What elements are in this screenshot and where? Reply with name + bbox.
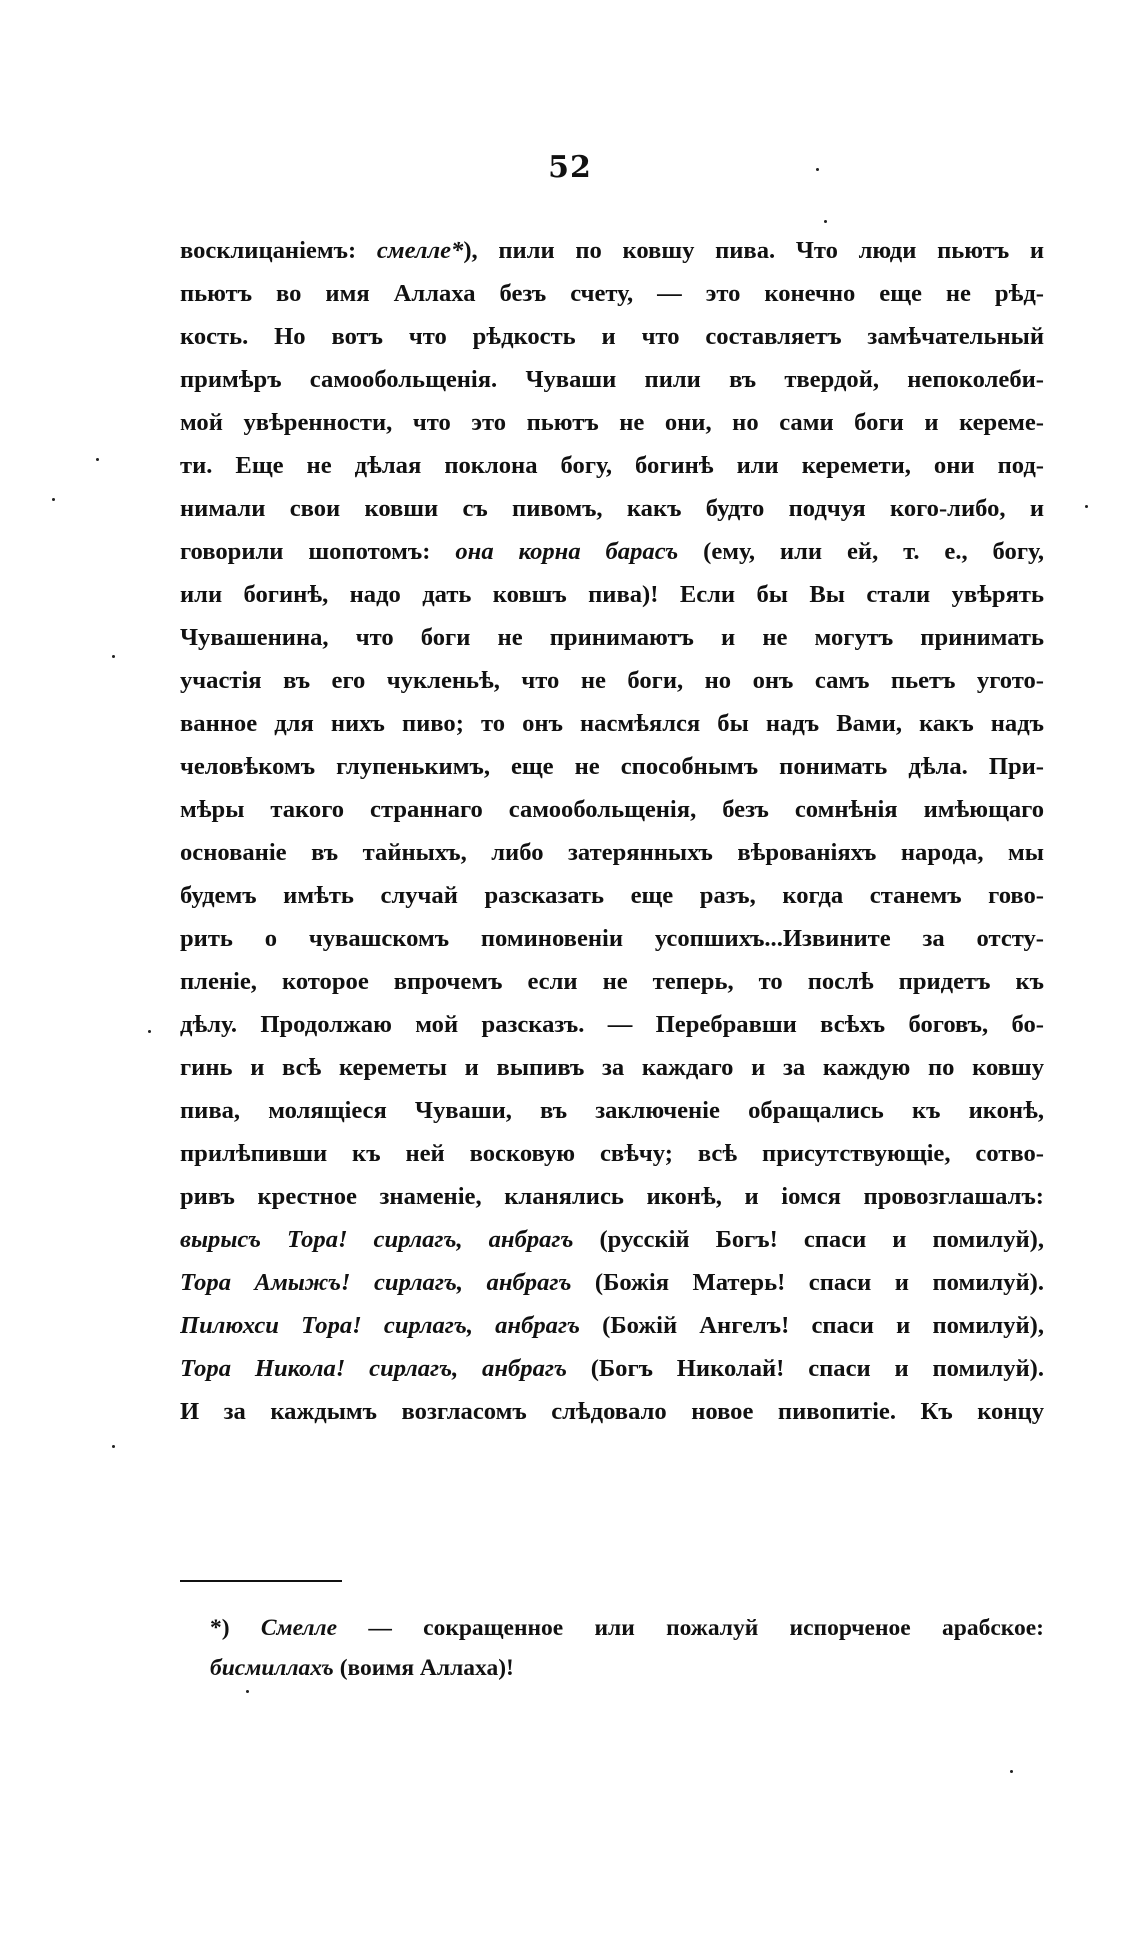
text-line (180, 1089, 1044, 1132)
text-line (180, 401, 1044, 444)
text-line (180, 573, 1044, 616)
scan-speck (96, 458, 99, 461)
line-text: или богинѣ, надо дать ковшъ пива)! Если бы Вы стали увѣрять (180, 581, 1044, 608)
line-text: прилѣпивши къ ней восковую свѣчу; всѣ присутствующіе, сотво- (180, 1140, 1044, 1167)
line-text: пленіе, которое впрочемъ если не теперь, то послѣ придетъ къ (180, 968, 1044, 995)
text-line (180, 831, 1044, 874)
text-line (180, 444, 1044, 487)
footnote-line (210, 1648, 1044, 1688)
line-text: нимали свои ковши съ пивомъ, какъ будто подчуя кого-либо, и (180, 495, 1044, 522)
line-text: ванное для нихъ пиво; то онъ насмѣялся бы надъ Вами, какъ надъ (180, 710, 1044, 737)
line-italic-text: Пилюхси Тора! сирлагъ, анбрагъ (180, 1312, 580, 1339)
line-text: пьютъ во имя Аллаха безъ счету, — это конечно еще не рѣд- (180, 280, 1044, 307)
footnote-text: — сокращенное или пожалуй испорченое арабское: (337, 1615, 1044, 1641)
line-text: человѣкомъ глупенькимъ, еще не способнымъ понимать дѣла. При- (180, 753, 1044, 780)
line-text: (ему, или ей, т. е., богу, (678, 538, 1044, 565)
line-text: (Божія Матерь! спаси и помилуй). (571, 1269, 1044, 1296)
text-line (180, 1261, 1044, 1304)
line-italic-text: она корна барасъ (455, 538, 679, 565)
line-text: (русскій Богъ! спаси и помилуй), (573, 1226, 1044, 1253)
line-text: будемъ имѣть случай разсказать еще разъ, когда станемъ гово- (180, 882, 1044, 909)
line-italic-text: Тора Амыжъ! сирлагъ, анбрагъ (180, 1269, 572, 1296)
footnote-term: бисмиллахъ (210, 1655, 334, 1681)
text-line (180, 1046, 1044, 1089)
text-line (180, 358, 1044, 401)
text-line (180, 917, 1044, 960)
line-italic-text: смелле* (376, 237, 464, 264)
footnote-divider (180, 1580, 342, 1582)
footnote-line (210, 1608, 1044, 1648)
text-line (180, 487, 1044, 530)
text-line (180, 1347, 1044, 1390)
scan-speck (1085, 505, 1088, 508)
text-line (180, 960, 1044, 1003)
line-text: кость. Но вотъ что рѣдкость и что составляетъ замѣчательный (180, 323, 1044, 350)
line-text: (Божій Ангелъ! спаси и помилуй), (579, 1312, 1044, 1339)
line-text: рить о чувашскомъ поминовеніи усопшихъ...Извините за отсту- (180, 925, 1044, 952)
line-text: ти. Еще не дѣлая поклона богу, богинѣ или керемети, они под- (180, 452, 1044, 479)
footnote (210, 1608, 1044, 1688)
line-text: ривъ крестное знаменіе, кланялись иконѣ, и іомся провозглашалъ: (180, 1183, 1044, 1210)
footnote-marker: *) (210, 1615, 261, 1641)
line-text: восклицаніемъ: (180, 237, 377, 264)
text-line (180, 745, 1044, 788)
body-text (180, 229, 1044, 1433)
text-line (180, 659, 1044, 702)
text-line (180, 788, 1044, 831)
text-line (180, 229, 1044, 272)
line-text: Чувашенина, что боги не принимаютъ и не могутъ принимать (180, 624, 1044, 651)
text-line (180, 874, 1044, 917)
text-line (180, 1390, 1044, 1433)
scan-speck (148, 1030, 151, 1033)
text-line (180, 1304, 1044, 1347)
scan-speck (112, 1445, 115, 1448)
text-line (180, 1218, 1044, 1261)
page-number: 52 (548, 150, 592, 185)
footnote-term: Смелле (260, 1615, 338, 1641)
line-text: пива, молящіеся Чуваши, въ заключеніе обращались къ иконѣ, (180, 1097, 1044, 1124)
text-line (180, 530, 1044, 573)
scan-speck (1010, 1770, 1013, 1773)
line-text: (Богъ Николай! спаси и помилуй). (566, 1355, 1044, 1382)
text-line (180, 272, 1044, 315)
text-line (180, 616, 1044, 659)
line-text: участія въ его чукленьѣ, что не боги, но онъ самъ пьетъ угото- (180, 667, 1044, 694)
line-italic-text: Тора Никола! сирлагъ, анбрагъ (180, 1355, 567, 1382)
text-line (180, 1003, 1044, 1046)
line-text: гинь и всѣ кереметы и выпивъ за каждаго и за каждую по ковшу (180, 1054, 1044, 1081)
text-line (180, 1132, 1044, 1175)
scan-speck (246, 1690, 249, 1693)
text-line (180, 702, 1044, 745)
scan-speck (816, 168, 819, 171)
text-line (180, 315, 1044, 358)
line-text: дѣлу. Продолжаю мой разсказъ. — Перебравши всѣхъ боговъ, бо- (180, 1011, 1044, 1038)
footnote-text: (воимя Аллаха)! (333, 1655, 514, 1681)
line-italic-text: вырысъ Тора! сирлагъ, анбрагъ (180, 1226, 574, 1253)
line-text: ), пили по ковшу пива. Что люди пьютъ и (463, 237, 1044, 264)
scan-speck (52, 498, 55, 501)
scan-speck (112, 655, 115, 658)
line-text: примѣръ самообольщенія. Чуваши пили въ твердой, непоколеби- (180, 366, 1044, 393)
text-line (180, 1175, 1044, 1218)
line-text: мѣры такого страннаго самообольщенія, безъ сомнѣнія имѣющаго (180, 796, 1044, 823)
line-text: говорили шопотомъ: (180, 538, 456, 565)
line-text: мой увѣренности, что это пьютъ не они, но сами боги и кереме- (180, 409, 1044, 436)
line-text: И за каждымъ возгласомъ слѣдовало новое пивопитіе. Къ концу (180, 1398, 1044, 1425)
scan-speck (824, 220, 827, 223)
line-text: основаніе въ тайныхъ, либо затерянныхъ вѣрованіяхъ народа, мы (180, 839, 1044, 866)
